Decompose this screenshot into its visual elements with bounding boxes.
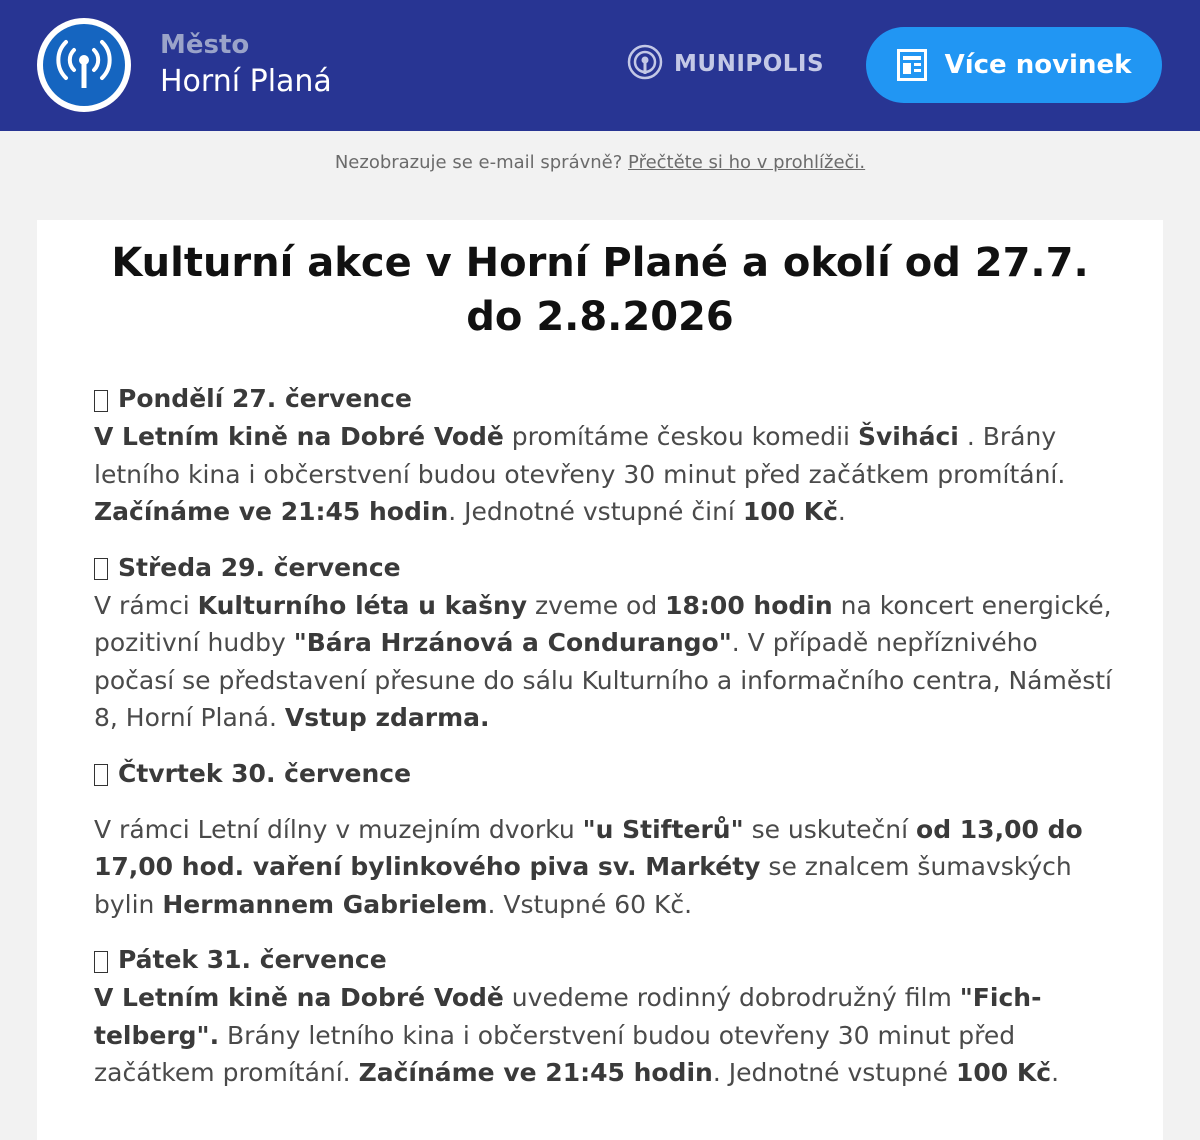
text: . Jednotné vstupné <box>712 1058 956 1087</box>
more-news-button[interactable] <box>866 27 1162 103</box>
text: . <box>837 497 846 526</box>
city-label: Město <box>160 30 250 60</box>
event-day: Čtvrtek 30. července <box>118 758 412 788</box>
text: zveme od <box>527 590 666 620</box>
event-list <box>94 380 1114 1110</box>
event-description <box>94 418 1114 531</box>
event-heading <box>94 549 1114 587</box>
city-logo[interactable] <box>37 18 131 112</box>
start-time: Začínáme ve 21:45 hodin <box>358 1058 713 1087</box>
newspaper-icon <box>897 49 927 81</box>
text: na koncert energické, pozitivní hudby <box>94 590 1112 657</box>
event-item <box>94 549 1114 737</box>
film-title: Šviháci <box>857 422 959 451</box>
event-heading <box>94 755 1114 793</box>
performer: "Bára Hrzánová a Condurango" <box>293 628 732 657</box>
start-time: 18:00 hodin <box>665 590 833 620</box>
munipolis-label: MUNIPOLIS <box>674 51 825 77</box>
calendar-icon <box>94 951 108 973</box>
event-description <box>94 587 1114 737</box>
venue: V Letním kině na Dobré Vodě <box>94 983 504 1012</box>
venue: V Letním kině na Dobré Vodě <box>94 422 504 451</box>
newsletter-card <box>37 220 1163 1140</box>
munipolis-icon <box>626 43 664 85</box>
venue: "u Stifterů" <box>582 814 744 844</box>
text: Brány letního kina i občerstvení budou otevřeny 30 minut před začátkem promítání. <box>94 1020 1016 1087</box>
article-title: Kulturní akce v Horní Plané a okolí od 27.7. do 2.8.2026 <box>111 240 1089 340</box>
price: Vstup zdarma. <box>284 703 490 732</box>
event-heading <box>94 380 1114 418</box>
munipolis-brand[interactable] <box>626 44 824 84</box>
calendar-icon <box>94 764 108 786</box>
calendar-icon <box>94 390 108 412</box>
preheader <box>0 152 1200 173</box>
series: Kulturního léta u kašny <box>197 590 528 620</box>
host: Hermannem Gabrielem <box>162 889 488 919</box>
text: uvedeme rodinný dobrodružný film <box>503 983 960 1012</box>
event-description <box>94 979 1114 1092</box>
text: . <box>1051 1058 1060 1087</box>
event-day: Pondělí 27. července <box>118 384 412 413</box>
header <box>0 0 1200 131</box>
city-name: Horní Planá <box>160 64 332 99</box>
activity: od 13,00 do 17,00 hod. vaření bylinkového piva sv. Markéty <box>94 814 1083 881</box>
event-heading <box>94 941 1114 979</box>
calendar-icon <box>94 558 108 580</box>
view-in-browser-link[interactable]: Přečtěte si ho v prohlížeči. <box>628 152 866 173</box>
preheader-text: Nezobrazuje se e-mail správně? <box>334 152 623 173</box>
text: se uskuteční <box>743 814 917 844</box>
text: V rámci Letní dílny v muzejním dvorku <box>94 814 583 844</box>
price: 100 Kč <box>742 497 838 526</box>
text: promítáme českou komedii <box>503 422 858 451</box>
event-item <box>94 941 1114 1092</box>
text: se znalcem šumavských bylin <box>94 852 1072 919</box>
broadcast-icon <box>43 24 125 106</box>
event-description <box>94 811 1114 924</box>
text: . Brány letního kina i občerstvení budou otevřeny 30 minut před začátkem promítání. <box>94 422 1066 489</box>
event-day: Středa 29. července <box>118 552 401 582</box>
event-item <box>94 380 1114 531</box>
event-item <box>94 755 1114 924</box>
spacer <box>94 793 1114 811</box>
text: V rámci <box>94 590 198 620</box>
text: . Jednotné vstupné činí <box>448 497 743 526</box>
film-title: "Fichtelberg". <box>94 983 1042 1050</box>
start-time: Začínáme ve 21:45 hodin <box>94 497 449 526</box>
text: . Vstupné 60 Kč. <box>487 889 693 919</box>
more-news-label: Více novinek <box>944 50 1132 80</box>
event-day: Pátek 31. července <box>118 945 387 974</box>
price: 100 Kč <box>955 1058 1052 1087</box>
text: . V případě nepříznivého počasí se představení přesune do sálu Kulturního a informačního centra, Náměstí 8, Horní Planá. <box>94 628 1113 732</box>
